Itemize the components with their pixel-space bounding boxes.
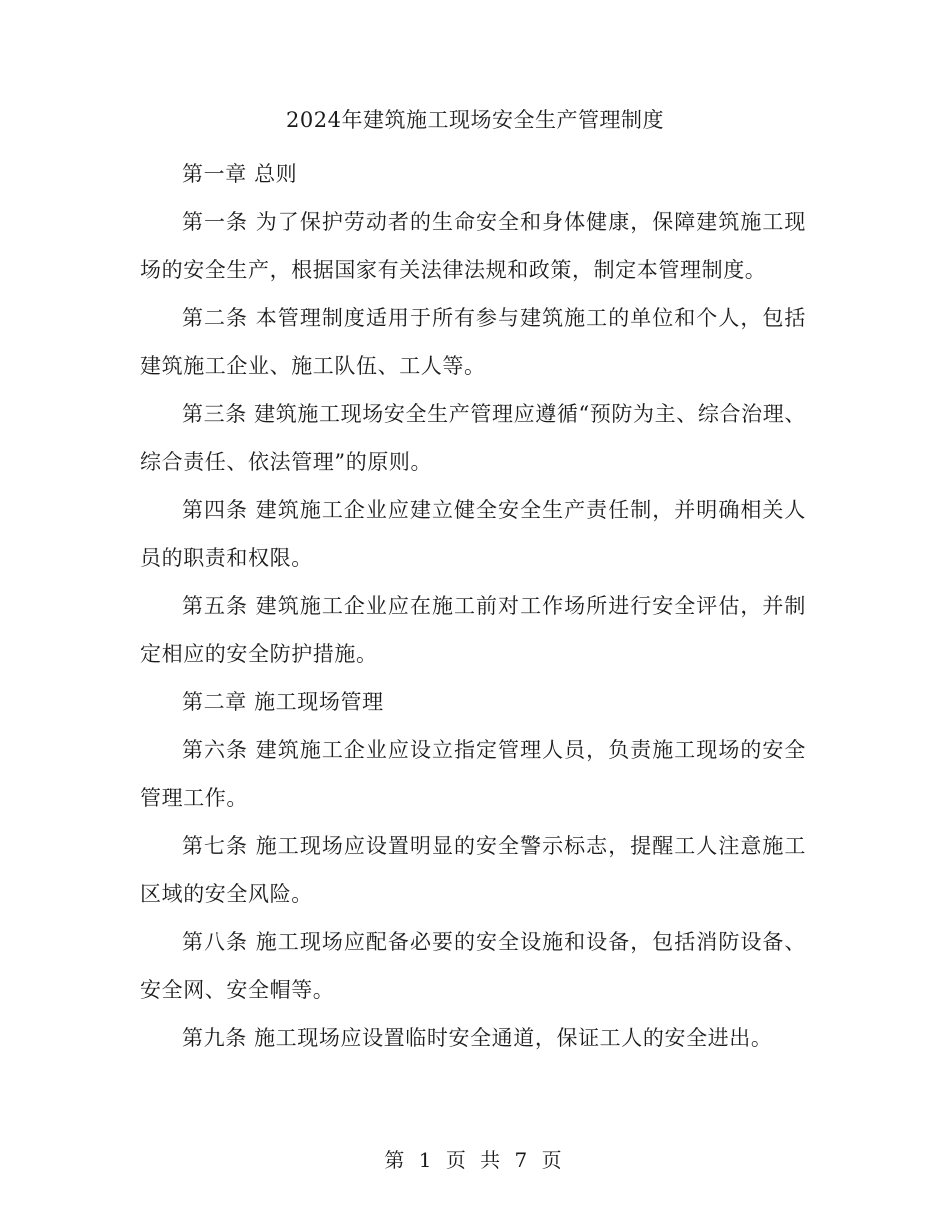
article-6: 第六条 建筑施工企业应设立指定管理人员，负责施工现场的安全管理工作。 [140,738,806,810]
chapter-heading-2: 第二章 施工现场管理 [182,690,384,714]
article-8: 第八条 施工现场应配备必要的安全设施和设备，包括消防设备、安全网、安全帽等。 [140,930,806,1002]
article-3: 第三条 建筑施工现场安全生产管理应遵循“预防为主、综合治理、综合责任、依法管理”的原则。 [140,402,806,474]
article-2: 第二条 本管理制度适用于所有参与建筑施工的单位和个人，包括建筑施工企业、施工队伍、工人等。 [140,306,806,378]
article-1: 第一条 为了保护劳动者的生命安全和身体健康，保障建筑施工现场的安全生产，根据国家有关法律法规和政策，制定本管理制度。 [140,210,806,282]
document-body [140,150,806,1062]
page-footer: 第 1 页 共 7 页 [384,1148,566,1172]
article-5: 第五条 建筑施工企业应在施工前对工作场所进行安全评估，并制定相应的安全防护措施。 [140,594,806,666]
chapter-heading-1: 第一章 总则 [182,162,298,186]
article-7: 第七条 施工现场应设置明显的安全警示标志，提醒工人注意施工区域的安全风险。 [140,834,806,906]
article-9: 第九条 施工现场应设置临时安全通道，保证工人的安全进出。 [182,1026,773,1050]
document-title: 2024年建筑施工现场安全生产管理制度 [286,108,664,132]
article-4: 第四条 建筑施工企业应建立健全安全生产责任制，并明确相关人员的职责和权限。 [140,498,806,570]
